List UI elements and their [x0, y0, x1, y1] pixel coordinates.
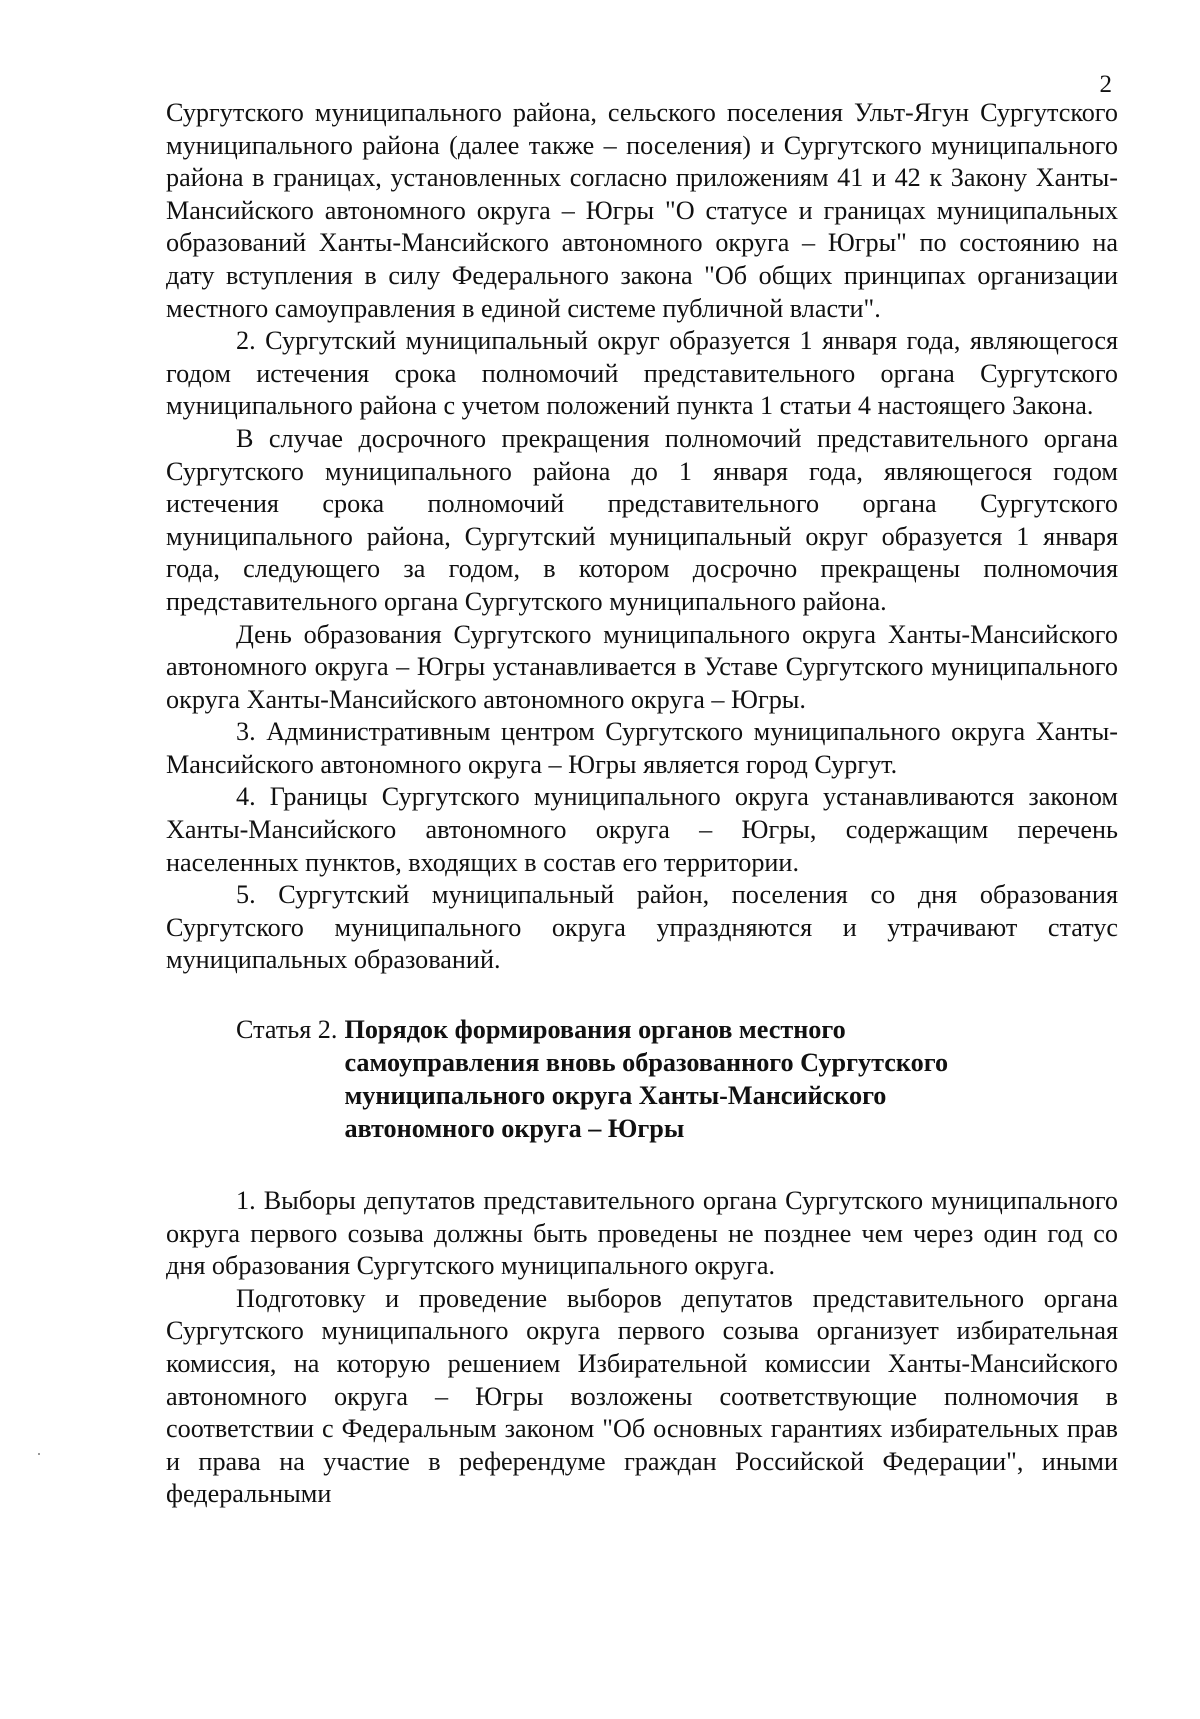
paragraph-elections-item-1: 1. Выборы депутатов представительного органа Сургутского муниципального округа первого созыва должны быть проведены не позднее чем через один год со дня образования Сургутского муниципального округа. [166, 1186, 1118, 1281]
article-title-line: автономного округа – Югры [344, 1114, 685, 1144]
paragraph-formation-day: День образования Сургутского муниципального округа Ханты-Мансийского автономного округа – Югры устанавливается в Уставе Сургутского муниципального округа Ханты-Мансийского автономного округа – Югры. [166, 619, 1118, 714]
paragraph-continuation: Сургутского муниципального района, сельского поселения Ульт-Ягун Сургутского муниципального района (далее также – поселения) и Сургутского муниципального района в границах, установленных согласно приложениям 41 и 42 к Закону Ханты-Мансийского автономного округа – Югры "О статусе и границах муниципальных образований Ханты-Мансийского автономного округа – Югры" по состоянию на дату вступления в силу Федерального закона "Об общих принципах организации местного самоуправления в единой системе публичной власти". [166, 98, 1118, 323]
article-title-line: Порядок формирования органов местного [344, 1015, 846, 1045]
paragraph-item-3: 3. Административным центром Сургутского муниципального округа Ханты-Мансийского автономного округа – Югры является город Сургут. [166, 717, 1118, 779]
paragraph-early-termination: В случае досрочного прекращения полномочий представительного органа Сургутского муниципального района до 1 января года, являющегося годом истечения срока полномочий представительного органа Сургутского муниципального района, Сургутский муниципальный округ образуется 1 января года, следующего за годом, в котором досрочно прекращены полномочия представительного органа Сургутского муниципального района. [166, 423, 1118, 616]
page-number: 2 [1099, 71, 1112, 98]
document-body [166, 97, 1118, 1511]
article-title-line: самоуправления вновь образованного Сургутского [344, 1048, 949, 1078]
article-title [344, 1013, 1004, 1145]
paragraph-item-5: 5. Сургутский муниципальный район, поселения со дня образования Сургутского муниципального округа упраздняются и утрачивают статус муниципальных образований. [166, 880, 1118, 975]
paragraph-item-4: 4. Границы Сургутского муниципального округа устанавливаются законом Ханты-Мансийского автономного округа – Югры, содержащим перечень населенных пунктов, входящих в состав его территории. [166, 782, 1118, 877]
article-label: Статья 2. [236, 1015, 338, 1045]
paragraph-elections-commission: Подготовку и проведение выборов депутатов представительного органа Сургутского муниципального округа первого созыва организует избирательная комиссия, на которую решением Избирательной комиссии Ханты-Мансийского автономного округа – Югры возложены соответствующие полномочия в соответствии с Федеральным законом "Об основных гарантиях избирательных прав и права на участие в референдуме граждан Российской Федерации", иными федеральными [166, 1283, 1118, 1509]
paragraph-item-2: 2. Сургутский муниципальный округ образуется 1 января года, являющегося годом истечения срока полномочий представительного органа Сургутского муниципального района с учетом положений пункта 1 статьи 4 настоящего Закона. [166, 326, 1118, 421]
article-heading [236, 1013, 1118, 1145]
article-title-line: муниципального округа Ханты-Мансийского [344, 1081, 887, 1111]
scan-speck [38, 1453, 40, 1455]
